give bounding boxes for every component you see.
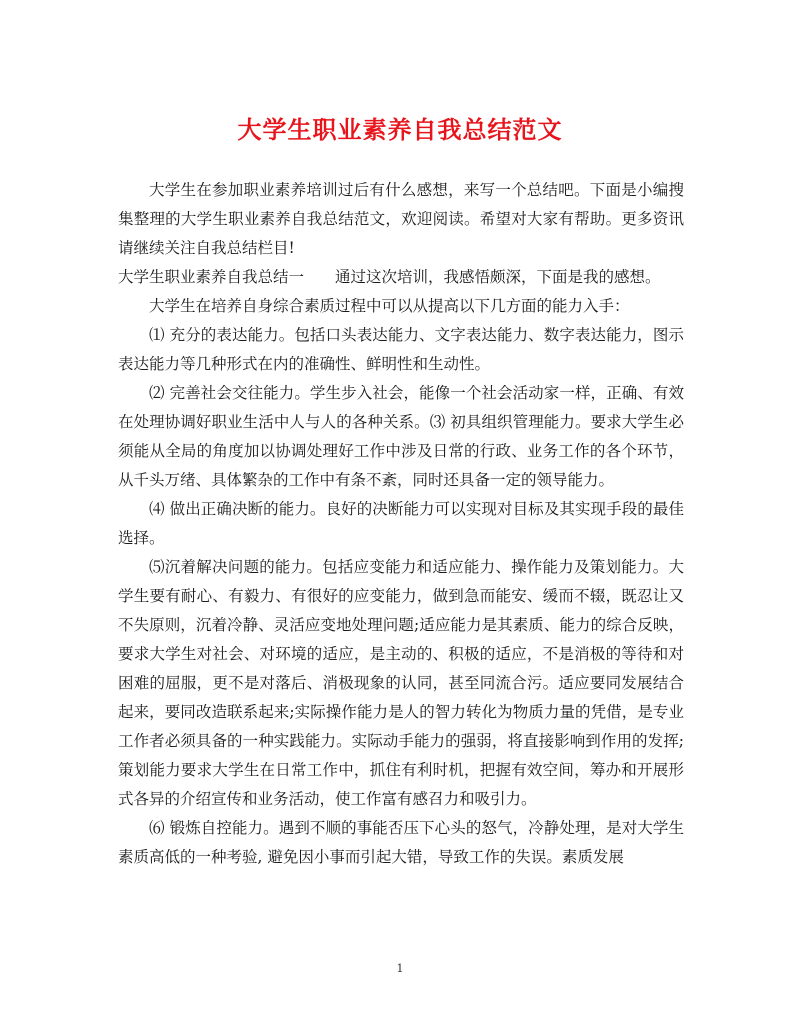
paragraph-intro: 大学生在参加职业素养培训过后有什么感想，来写一个总结吧。下面是小编搜集整理的大学生职业素养自我总结范文，欢迎阅读。希望对大家有帮助。更多资讯请继续关注自我总结栏目! [118, 181, 684, 257]
paragraph-section-heading: 大学生职业素养自我总结一 通过这次培训，我感悟颇深，下面是我的感想。 [118, 268, 661, 286]
document-title: 大学生职业素养自我总结范文 [237, 115, 563, 144]
document-body [118, 176, 684, 872]
paragraph-expression-ability: ⑴ 充分的表达能力。包括口头表达能力、文字表达能力、数字表达能力，图示表达能力等几种形式在内的准确性、鲜明性和生动性。 [118, 326, 684, 373]
paragraph-decision-ability: ⑷ 做出正确决断的能力。良好的决断能力可以实现对目标及其实现手段的最佳选择。 [118, 500, 684, 547]
paragraph-social-ability: ⑵ 完善社会交往能力。学生步入社会，能像一个社会活动家一样，正确、有效在处理协调好职业生活中人与人的各种关系。⑶ 初具组织管理能力。要求大学生必须能从全局的角度加以协调处理好工作中涉及日常的行政、业务工作的各个环节，从千头万绪、具体繁杂的工作中有条不紊，同时还具备一定的领导能力。 [118, 384, 684, 489]
paragraph-problem-solving-ability: ⑸沉着解决问题的能力。包括应变能力和适应能力、操作能力及策划能力。大学生要有耐心、有毅力、有很好的应变能力，做到急而能安、缓而不辍，既忍让又不失原则，沉着冷静、灵活应变地处理问题;适应能力是其素质、能力的综合反映，要求大学生对社会、对环境的适应，是主动的、积极的适应，不是消极的等待和对困难的屈服，更不是对落后、消极现象的认同，甚至同流合污。适应要同发展结合起来，要同改造联系起来;实际操作能力是人的智力转化为物质力量的凭借，是专业工作者必须具备的一种实践能力。实际动手能力的强弱，将直接影响到作用的发挥;策划能力要求大学生在日常工作中，抓住有利时机，把握有效空间，筹办和开展形式各异的介绍宣传和业务活动，使工作富有感召力和吸引力。 [118, 558, 684, 808]
paragraph-abilities-intro: 大学生在培养自身综合素质过程中可以从提高以下几方面的能力入手： [149, 297, 630, 315]
paragraph-self-control-ability: ⑹ 锻炼自控能力。遇到不顺的事能否压下心头的怒气，冷静处理，是对大学生素质高低的一种考验, 避免因小事而引起大错，导致工作的失误。素质发展 [118, 819, 684, 866]
page-number: 1 [396, 962, 404, 975]
